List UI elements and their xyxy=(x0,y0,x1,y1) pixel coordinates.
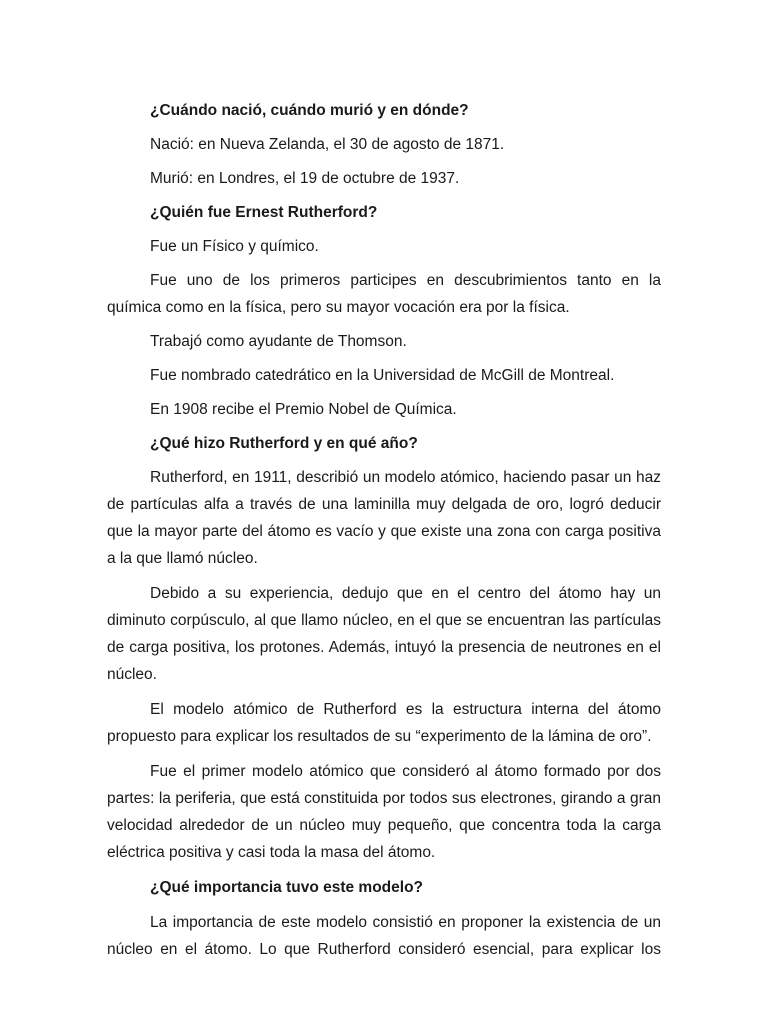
paragraph-birth: Nació: en Nueva Zelanda, el 30 de agosto de 1871. xyxy=(150,136,505,153)
document-body xyxy=(107,97,661,963)
paragraph-nobel: En 1908 recibe el Premio Nobel de Química. xyxy=(150,401,457,418)
heading-what-did: ¿Qué hizo Rutherford y en qué año? xyxy=(150,435,418,452)
paragraph-model-structure: El modelo atómico de Rutherford es la estructura interna del átomo propuesto para explicar los resultados de su “experimento de la lámina de oro”. xyxy=(107,701,661,745)
paragraph-first-model: Fue el primer modelo atómico que consideró al átomo formado por dos partes: la periferia, que está constituida por todos sus electrones, girando a gran velocidad alrededor de un núcleo muy pequeño, que concentra toda la carga eléctrica positiva y casi toda la masa del átomo. xyxy=(107,763,661,861)
paragraph-discoveries: Fue uno de los primeros participes en descubrimientos tanto en la química como en la física, pero su mayor vocación era por la física. xyxy=(107,272,661,316)
heading-importance: ¿Qué importancia tuvo este modelo? xyxy=(150,879,424,896)
paragraph-thomson: Trabajó como ayudante de Thomson. xyxy=(150,333,407,350)
paragraph-death: Murió: en Londres, el 19 de octubre de 1937. xyxy=(150,170,460,187)
heading-who-was: ¿Quién fue Ernest Rutherford? xyxy=(150,204,378,221)
paragraph-nucleus: Debido a su experiencia, dedujo que en el centro del átomo hay un diminuto corpúsculo, al que llamo núcleo, en el que se encuentran las partículas de carga positiva, los protones. Además, intuyó la presencia de neutrones en el núcleo. xyxy=(107,585,661,683)
paragraph-experiment: Rutherford, en 1911, describió un modelo atómico, haciendo pasar un haz de partículas alfa a través de una laminilla muy delgada de oro, logró deducir que la mayor parte del átomo es vacío y que existe una zona con carga positiva a la que llamó núcleo. xyxy=(107,469,661,567)
paragraph-profession: Fue un Físico y químico. xyxy=(150,238,319,255)
paragraph-importance: La importancia de este modelo consistió en proponer la existencia de un núcleo en el átomo. Lo que Rutherford consideró esencial, para explicar los xyxy=(107,914,661,958)
paragraph-mcgill: Fue nombrado catedrático en la Universidad de McGill de Montreal. xyxy=(150,367,615,384)
heading-birth-death: ¿Cuándo nació, cuándo murió y en dónde? xyxy=(150,102,469,119)
